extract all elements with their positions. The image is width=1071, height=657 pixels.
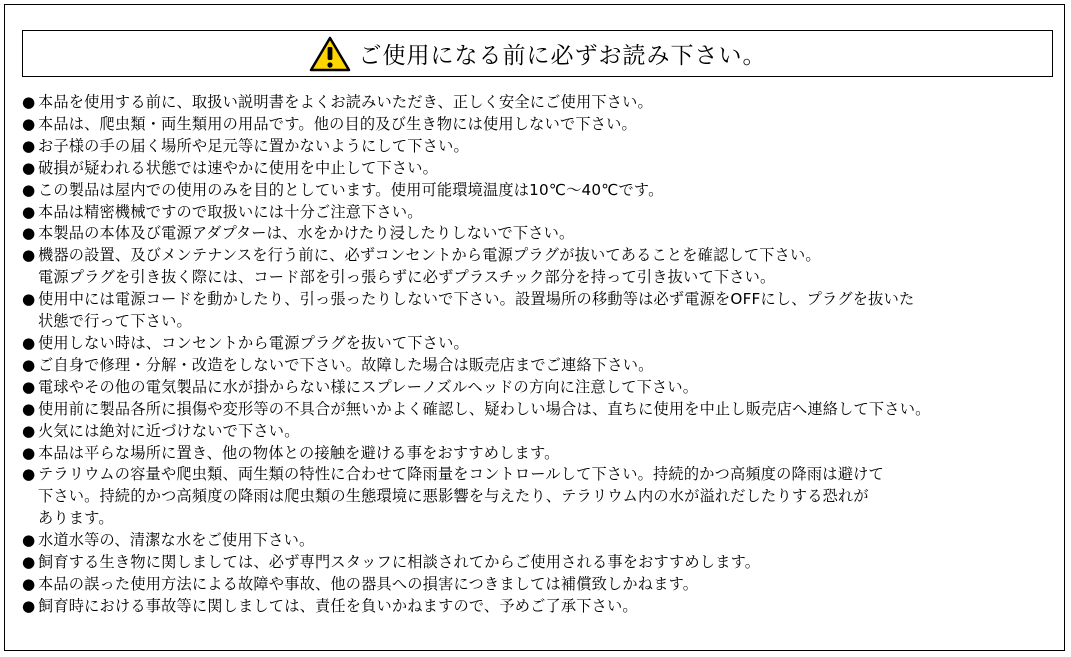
precautions-list [22, 92, 1068, 618]
precaution-line: ご自身で修理・分解・改造をしないで下さい。故障した場合は販売店までご連絡下さい。 [38, 355, 654, 374]
bullet-icon: ● [22, 531, 36, 550]
precaution-item [22, 377, 1068, 399]
precaution-item [22, 574, 1068, 596]
precaution-line: テラリウムの容量や爬虫類、両生類の特性に合わせて降雨量をコントロールして下さい。持続的かつ高頻度の降雨は避けて [38, 465, 884, 484]
precaution-item [22, 530, 1068, 552]
precaution-line: 本製品の本体及び電源アダプターは、水をかけたり浸したりしないで下さい。 [38, 224, 575, 243]
bullet-icon: ● [22, 443, 36, 462]
precaution-line: 下さい。持続的かつ高頻度の降雨は爬虫類の生態環境に悪影響を与えたり、テラリウム内の水が溢れだしたりする恐れが [38, 487, 869, 506]
precaution-text [38, 421, 300, 443]
precaution-text [38, 574, 698, 596]
bullet-icon: ● [22, 136, 36, 155]
precaution-line: 飼育時における事故等に関しましては、責任を負いかねますので、予めご了承下さい。 [38, 596, 638, 615]
precaution-line: 本品は平らな場所に置き、他の物体との接触を避ける事をおすすめします。 [38, 443, 560, 462]
precaution-line: 使用しない時は、コンセントから電源プラグを抜いて下さい。 [38, 333, 469, 352]
precaution-text [38, 136, 469, 158]
precaution-text [38, 596, 638, 618]
precaution-line: 火気には絶対に近づけないで下さい。 [38, 421, 300, 440]
bullet-icon: ● [22, 158, 36, 177]
precaution-line: 電球やその他の電気製品に水が掛からない様にスプレーノズルヘッドの方向に注意して下さい。 [38, 377, 699, 396]
bullet-icon: ● [22, 355, 36, 374]
precaution-line: この製品は屋内での使用のみを目的としています。使用可能環境温度は10℃～40℃です。 [38, 180, 664, 199]
precaution-text [38, 289, 914, 333]
bullet-icon: ● [22, 202, 36, 221]
precaution-item [22, 202, 1068, 224]
precaution-text [38, 223, 574, 245]
precaution-item [22, 443, 1068, 465]
precaution-text [38, 114, 637, 136]
precaution-item [22, 245, 1068, 289]
precaution-line: 本品の誤った使用方法による故障や事故、他の器具への損害につきましては補償致しかねます。 [38, 574, 699, 593]
precaution-line: あります。 [38, 509, 114, 528]
precaution-line: 状態で行って下さい。 [38, 312, 192, 331]
warning-header [22, 30, 1053, 77]
precaution-text [38, 530, 314, 552]
bullet-icon: ● [22, 114, 36, 133]
precaution-line: 破損が疑われる状態では速やかに使用を中止して下さい。 [38, 158, 439, 177]
precaution-line: 本品は精密機械ですので取扱いには十分ご注意下さい。 [38, 202, 423, 221]
precaution-line: お子様の手の届く場所や足元等に置かないようにして下さい。 [38, 136, 469, 155]
bullet-icon: ● [22, 180, 36, 199]
precaution-line: 本品は、爬虫類・両生類用の用品です。他の目的及び生き物には使用しないで下さい。 [38, 114, 637, 133]
precaution-item [22, 92, 1068, 114]
precaution-item [22, 464, 1068, 530]
precaution-text [38, 552, 760, 574]
precaution-item [22, 421, 1068, 443]
precaution-text [38, 355, 654, 377]
precaution-text [38, 202, 423, 224]
precaution-text [38, 180, 663, 202]
precaution-text [38, 399, 930, 421]
precaution-line: 水道水等の、清潔な水をご使用下さい。 [38, 531, 315, 550]
precaution-item [22, 399, 1068, 421]
precaution-text [38, 377, 698, 399]
bullet-icon: ● [22, 377, 36, 396]
bullet-icon: ● [22, 93, 36, 111]
precaution-line: 本品を使用する前に、取扱い説明書をよくお読みいただき、正しく安全にご使用下さい。 [38, 93, 653, 111]
precaution-text [38, 464, 884, 530]
bullet-icon: ● [22, 224, 36, 243]
bullet-icon: ● [22, 290, 36, 309]
bullet-icon: ● [22, 333, 36, 352]
precaution-text [38, 245, 821, 289]
bullet-icon: ● [22, 421, 36, 440]
precaution-item [22, 223, 1068, 245]
precaution-line: 飼育する生き物に関しましては、必ず専門スタッフに相談されてからご使用される事をおすすめします。 [38, 553, 761, 572]
precaution-text [38, 92, 653, 114]
precaution-item [22, 596, 1068, 618]
page-title: ご使用になる前に必ずお読み下さい。 [358, 43, 767, 69]
precaution-text [38, 333, 469, 355]
precaution-item [22, 158, 1068, 180]
bullet-icon: ● [22, 399, 36, 418]
bullet-icon: ● [22, 574, 36, 593]
bullet-icon: ● [22, 246, 36, 265]
precaution-line: 機器の設置、及びメンテナンスを行う前に、必ずコンセントから電源プラグが抜いてあることを確認して下さい。 [38, 246, 821, 265]
precaution-item [22, 114, 1068, 136]
precaution-item [22, 355, 1068, 377]
precaution-item [22, 180, 1068, 202]
precaution-item [22, 136, 1068, 158]
precaution-item [22, 552, 1068, 574]
precaution-line: 使用中には電源コードを動かしたり、引っ張ったりしないで下さい。設置場所の移動等は必ず電源をOFFにし、プラグを抜いた [38, 290, 915, 309]
precaution-text [38, 158, 438, 180]
warning-header-content [309, 36, 767, 72]
bullet-icon: ● [22, 465, 36, 484]
warning-triangle-icon [309, 36, 351, 72]
precaution-item [22, 333, 1068, 355]
precaution-text [38, 443, 560, 465]
bullet-icon: ● [22, 596, 36, 615]
precaution-item [22, 289, 1068, 333]
bullet-icon: ● [22, 553, 36, 572]
precaution-line: 使用前に製品各所に損傷や変形等の不具合が無いかよく確認し、疑わしい場合は、直ちに使用を中止し販売店へ連絡して下さい。 [38, 399, 931, 418]
precaution-line: 電源プラグを引き抜く際には、コード部を引っ張らずに必ずプラスチック部分を持って引き抜いて下さい。 [38, 268, 776, 287]
